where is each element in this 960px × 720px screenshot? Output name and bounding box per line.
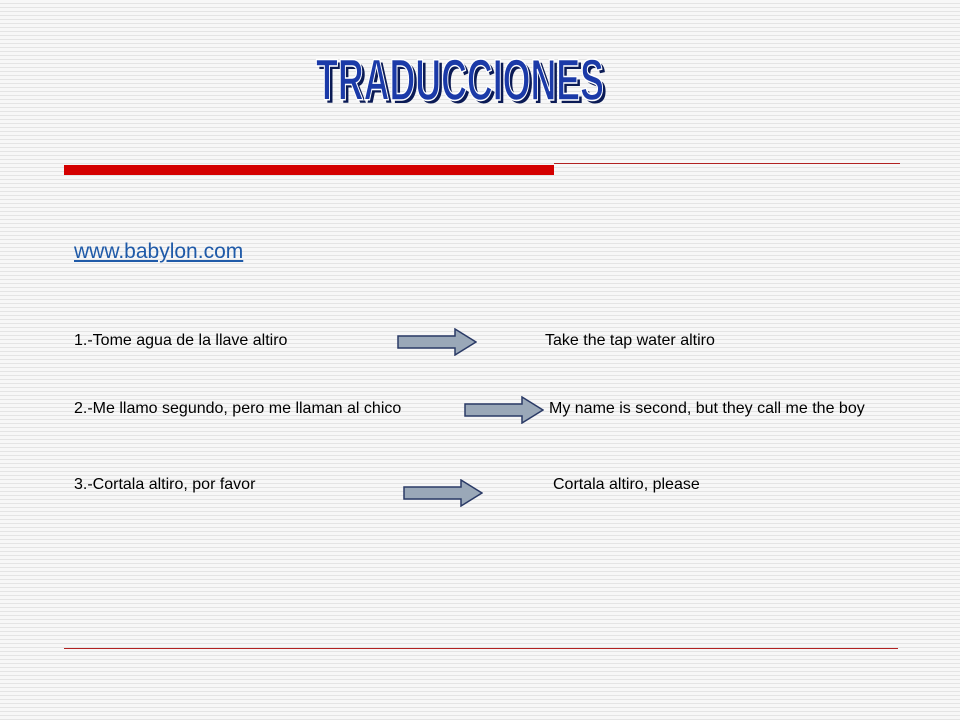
- translation-source-1: 1.-Tome agua de la llave altiro: [74, 332, 288, 349]
- translation-source-3: 3.-Cortala altiro, por favor: [74, 476, 256, 493]
- translation-target-1: Take the tap water altiro: [545, 332, 715, 349]
- right-arrow-icon: [403, 479, 483, 507]
- title-shadow: TRADUCCIONES: [319, 51, 607, 116]
- translation-source-2: 2.-Me llamo segundo, pero me llaman al chico: [74, 400, 402, 417]
- right-arrow-icon: [464, 396, 544, 424]
- translation-target-3: Cortala altiro, please: [553, 476, 700, 493]
- translation-target-2: My name is second, but they call me the boy: [549, 400, 865, 417]
- page-title: [300, 36, 620, 116]
- footer-divider: [64, 648, 898, 649]
- title-underline-thin: [554, 163, 900, 164]
- title-text: TRADUCCIONES: [316, 48, 604, 113]
- babylon-link[interactable]: www.babylon.com: [74, 240, 244, 263]
- title-underline-thick: [64, 165, 554, 175]
- right-arrow-icon: [397, 328, 477, 356]
